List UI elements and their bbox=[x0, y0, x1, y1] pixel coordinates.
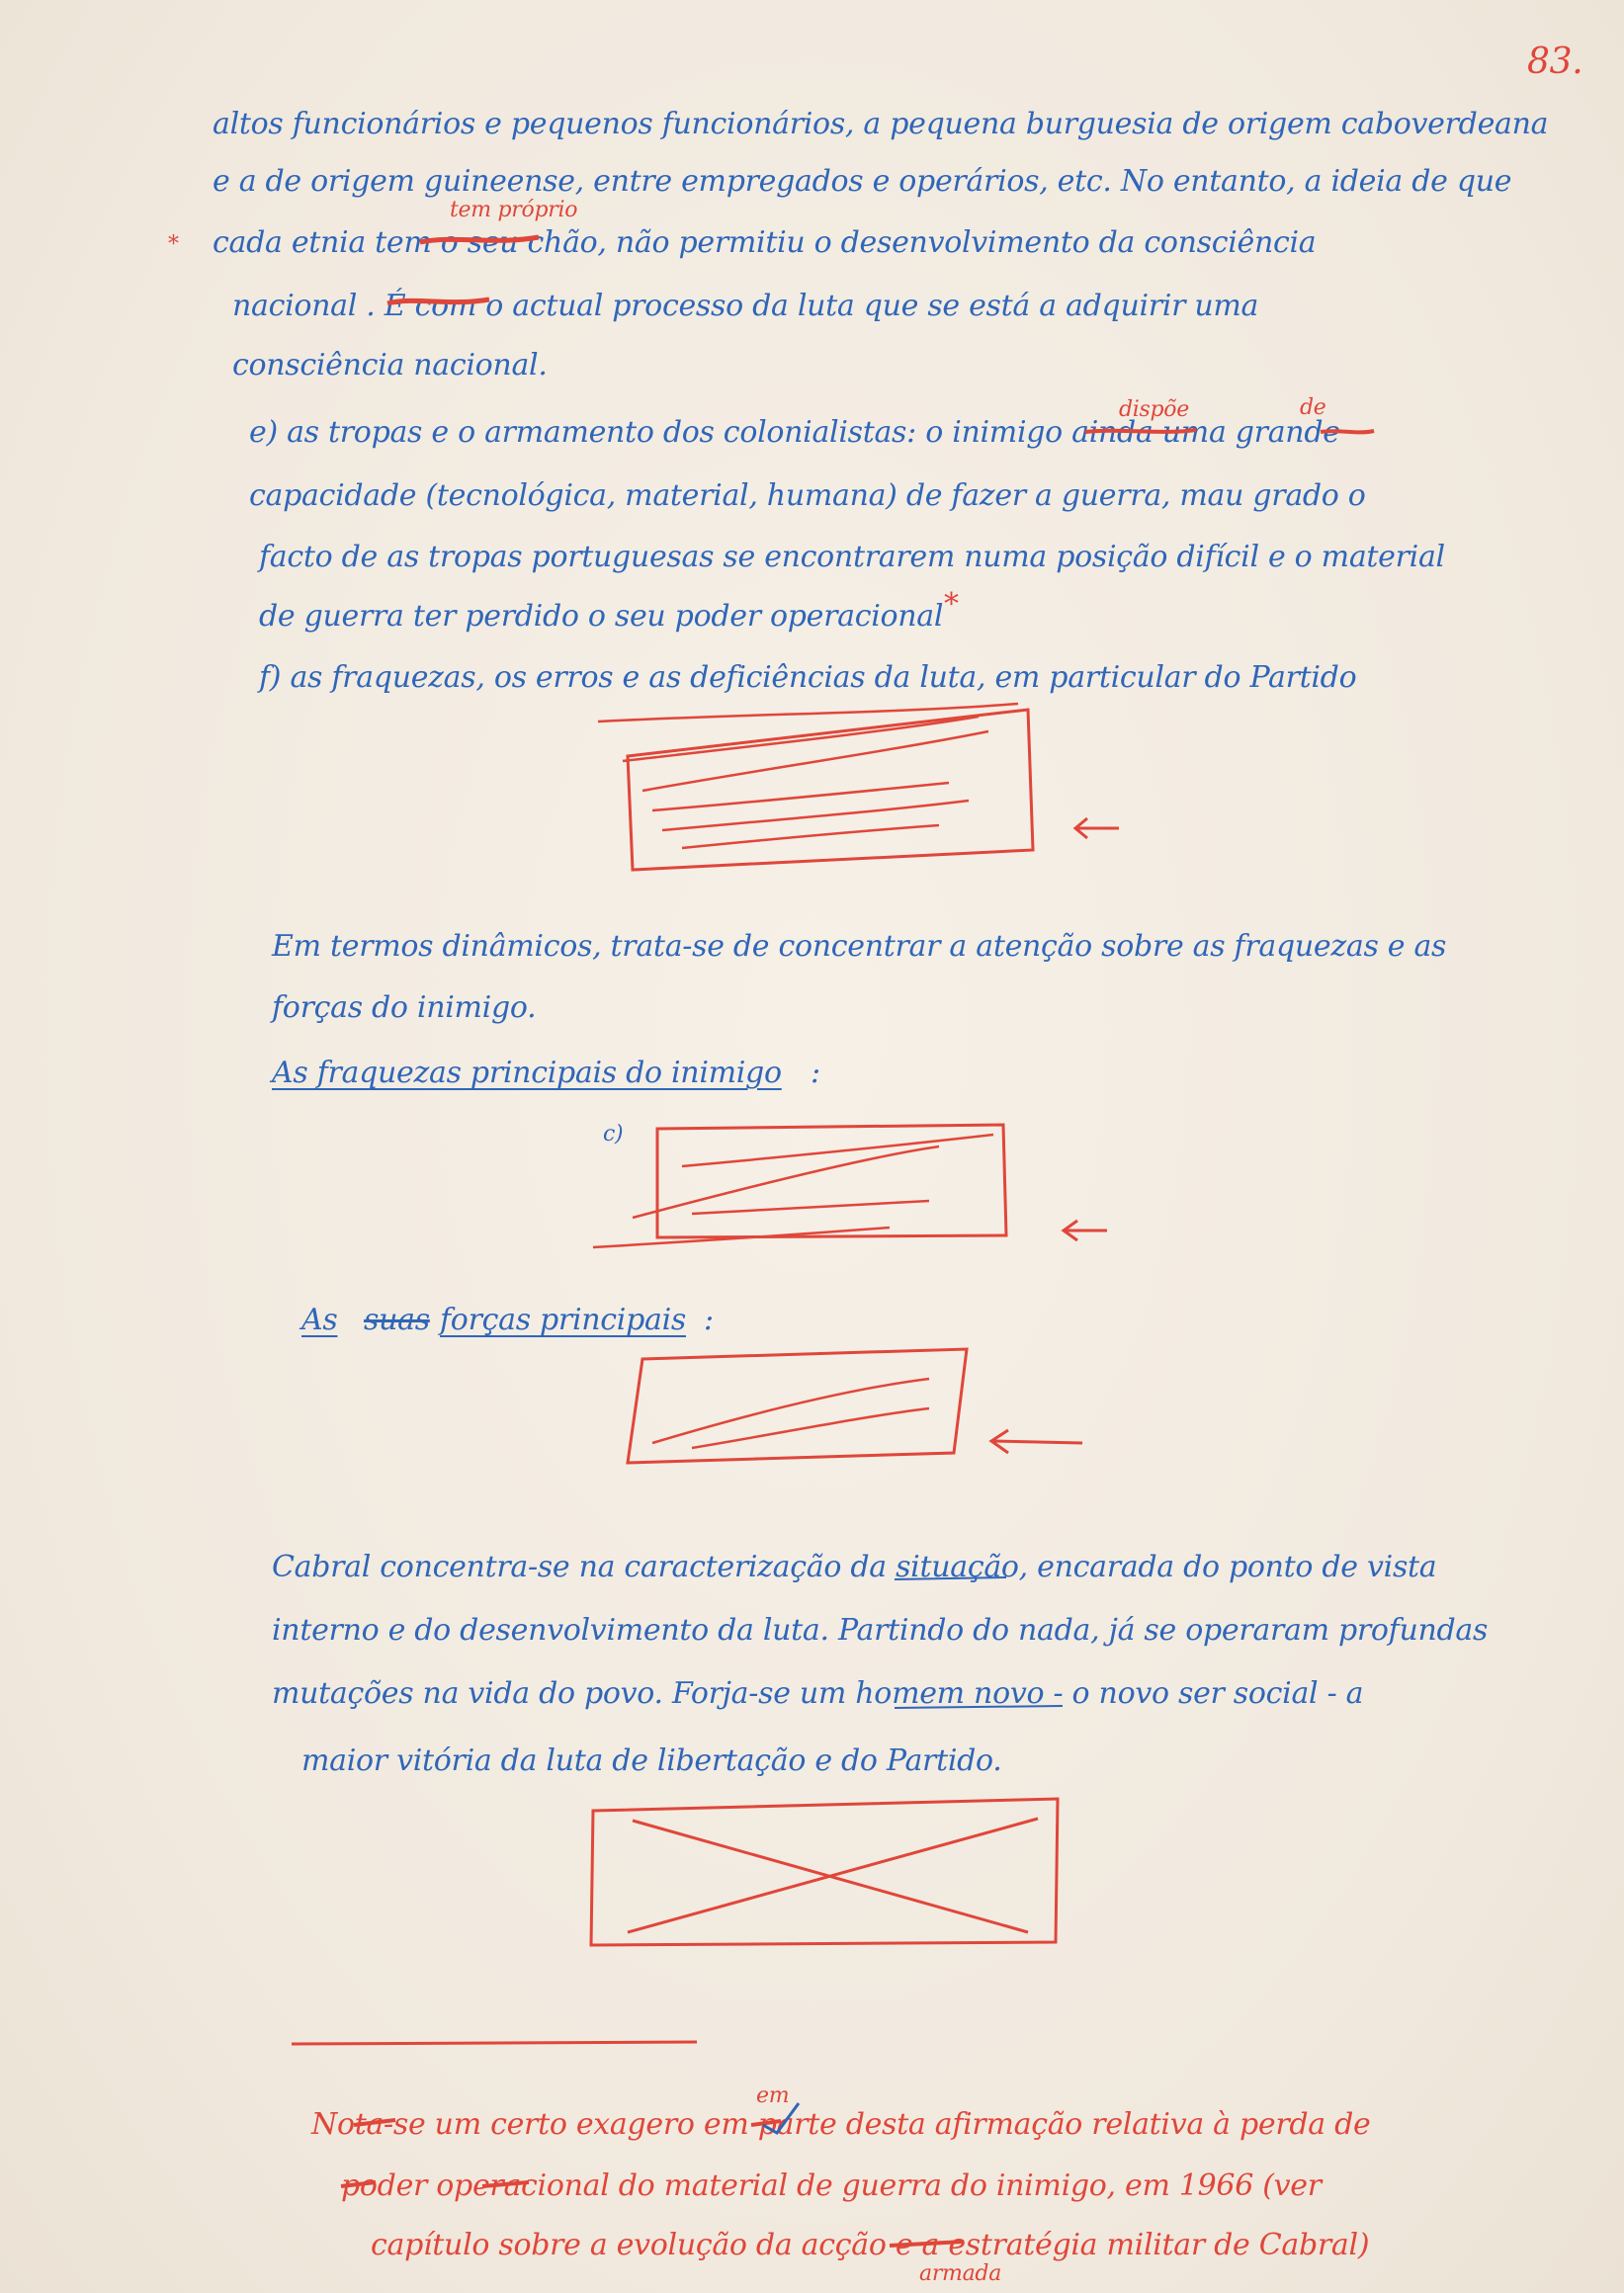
item-c-label: c) bbox=[603, 1122, 624, 1146]
footnote-insert-armada: armada bbox=[919, 2261, 1002, 2286]
arrow-c bbox=[1064, 1221, 1107, 1240]
insertion-de: de bbox=[1300, 395, 1326, 420]
footnote-strikes bbox=[341, 2103, 964, 2246]
text-underlines bbox=[895, 1577, 1063, 1708]
colon-1: : bbox=[811, 1056, 820, 1090]
footnote-line-1: Nota-se um certo exagero em parte desta afirmação relativa à perda de bbox=[311, 2107, 1371, 2142]
arrow-f bbox=[1075, 818, 1119, 838]
text-line-8: facto de as tropas portuguesas se encontrarem numa posição difícil e o material bbox=[259, 540, 1445, 574]
text-line-7: capacidade (tecnológica, material, humana) de fazer a guerra, mau grado o bbox=[249, 478, 1366, 513]
asterisk-ref-e: * bbox=[944, 587, 959, 622]
heading-enemy-weaknesses: As fraquezas principais do inimigo bbox=[272, 1056, 782, 1090]
crossed-out-box-f bbox=[598, 704, 1033, 870]
arrow-forcas bbox=[991, 1430, 1082, 1453]
page-number: 83. bbox=[1527, 42, 1583, 82]
text-line-item-e: e) as tropas e o armamento dos colonialistas: o inimigo ainda uma grande bbox=[249, 415, 1340, 450]
text-line-4: nacional . É com o actual processo da luta que se está a adquirir uma bbox=[232, 289, 1259, 323]
text-line-2: e a de origem guineense, entre empregados e operários, etc. No entanto, a ideia de que bbox=[213, 164, 1512, 199]
crossed-out-box-c bbox=[593, 1125, 1006, 1247]
strike-tempo bbox=[420, 237, 539, 242]
text-line-item-f: f) as fraquezas, os erros e as deficiências da luta, em particular do Partido bbox=[259, 660, 1357, 695]
text-line-dinamicos: Em termos dinâmicos, trata-se de concentrar a atenção sobre as fraquezas e as bbox=[272, 929, 1447, 964]
strike-uma bbox=[1321, 431, 1374, 432]
text-line-interno: interno e do desenvolvimento da luta. Partindo do nada, já se operaram profundas bbox=[272, 1613, 1489, 1648]
text-line-maior: maior vitória da luta de libertação e do Partido. bbox=[301, 1743, 1002, 1778]
insertion-tem-proprio: tem próprio bbox=[450, 198, 578, 222]
crossed-out-box-final bbox=[591, 1799, 1058, 1945]
footnote-line-2: poder operacional do material de guerra do inimigo, em 1966 (ver bbox=[341, 2168, 1322, 2203]
heading-forcas-principais: forças principais bbox=[440, 1303, 686, 1337]
text-line-9: de guerra ter perdido o seu poder operacional bbox=[259, 599, 944, 634]
strike-burguesia bbox=[387, 299, 489, 303]
text-line-5: consciência nacional. bbox=[232, 348, 548, 382]
strike-possui bbox=[1085, 430, 1196, 432]
text-line-cabral: Cabral concentra-se na caracterização da situação, encarada do ponto de vista bbox=[272, 1550, 1437, 1584]
asterisk-mark: * bbox=[168, 232, 179, 257]
text-line-mutacoes: mutações na vida do povo. Forja-se um homem novo - o novo ser social - a bbox=[272, 1676, 1364, 1711]
footnote-rule bbox=[292, 2042, 697, 2044]
text-line-3: cada etnia tem o seu chão, não permitiu o desenvolvimento da consciência bbox=[213, 225, 1317, 260]
footnote-line-3: capítulo sobre a evolução da acção e a estratégia militar de Cabral) bbox=[371, 2228, 1370, 2262]
crossed-out-box-forcas bbox=[628, 1349, 967, 1463]
text-line-1: altos funcionários e pequenos funcionários, a pequena burguesia de origem caboverdeana bbox=[213, 107, 1549, 141]
struck-suas: suas bbox=[364, 1303, 430, 1337]
heading-as: As bbox=[301, 1303, 338, 1337]
footnote-insert-em: em bbox=[756, 2083, 790, 2108]
colon-2: : bbox=[704, 1303, 714, 1337]
text-line-forcas: forças do inimigo. bbox=[272, 990, 537, 1025]
insertion-dispoe: dispõe bbox=[1119, 397, 1189, 422]
